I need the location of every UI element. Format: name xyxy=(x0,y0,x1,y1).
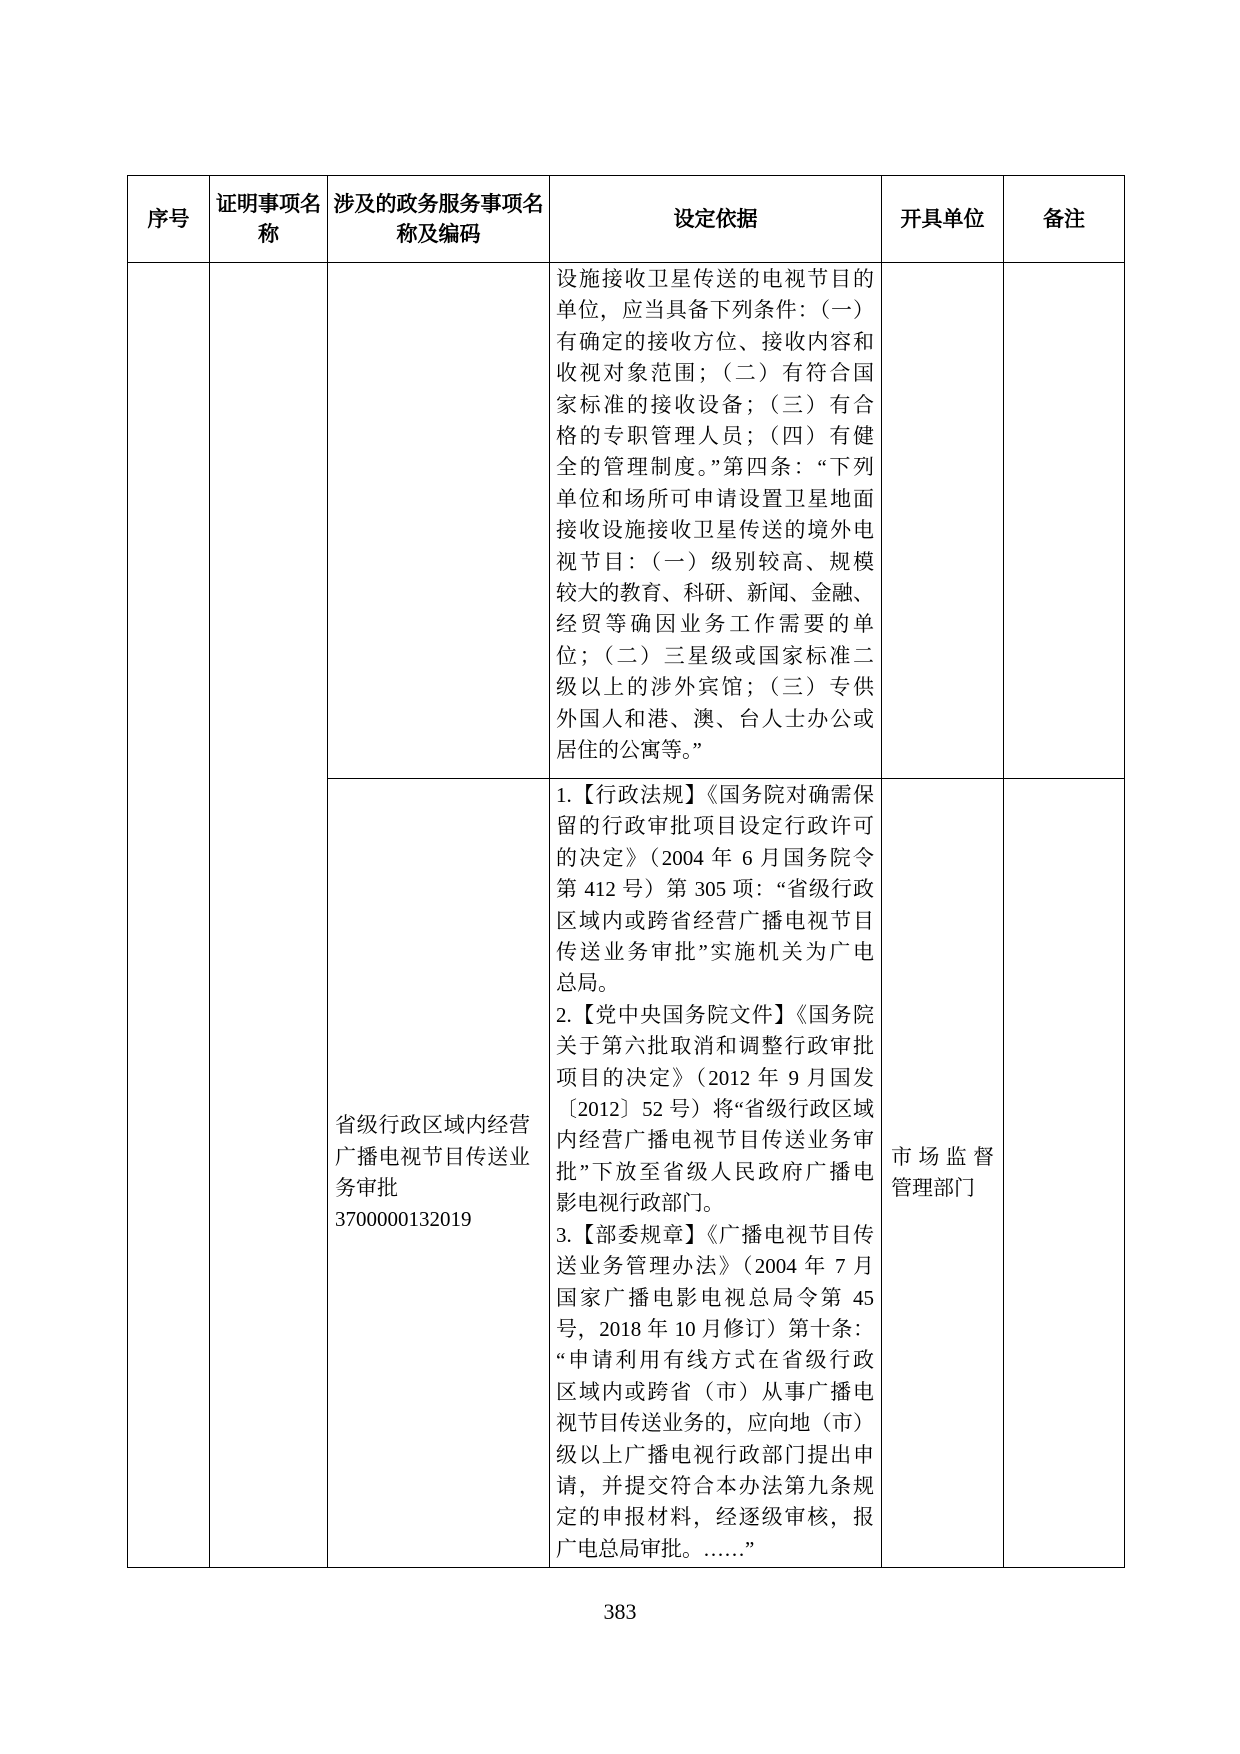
issuing-unit xyxy=(891,1142,994,1205)
table-row xyxy=(128,263,1125,779)
header-label xyxy=(550,204,881,234)
basis-line: 格的专职管理人员；（四）有健 xyxy=(556,424,874,449)
basis-line: 设施接收卫星传送的电视节目的 xyxy=(556,267,874,291)
header-label xyxy=(328,189,549,249)
page-number: 383 xyxy=(603,1599,637,1624)
basis-line: 区域内或跨省经营广播电视节目 xyxy=(556,908,874,933)
basis-line: 广电总局审批。……” xyxy=(556,1536,755,1561)
header-label-line: 设定依据 xyxy=(673,207,758,231)
header-label xyxy=(882,204,1003,234)
basis-line: 级以上广播电视行政部门提出申 xyxy=(556,1442,874,1467)
basis-line: 号，2018 年 10 月修订）第十条： xyxy=(556,1316,874,1341)
basis-line: 视节目：（一）级别较高、规模 xyxy=(556,549,874,574)
header-label-line: 证明事项名 xyxy=(216,192,321,216)
header-label xyxy=(1004,204,1124,234)
header-label-line: 称及编码 xyxy=(396,222,481,246)
issuing-unit-line: 市场监督 xyxy=(891,1144,994,1169)
basis-line: 经贸等确因业务工作需要的单 xyxy=(556,612,874,637)
basis-line: 项目的决定》（2012 年 9 月国发 xyxy=(556,1065,874,1090)
basis-line: “申请利用有线方式在省级行政 xyxy=(556,1348,874,1373)
basis-line: 区域内或跨省（市）从事广播电 xyxy=(556,1379,874,1404)
basis-line: 有确定的接收方位、接收内容和 xyxy=(556,329,874,354)
issuing-unit-line: 管理部门 xyxy=(891,1176,975,1200)
header-label-line: 序号 xyxy=(147,207,190,231)
cell-issuing-unit xyxy=(882,263,1004,779)
basis-line: 单位，应当具备下列条件：（一） xyxy=(556,298,874,323)
header-service-item xyxy=(328,176,550,263)
basis-line: 的决定》（2004 年 6 月国务院令 xyxy=(556,845,874,870)
basis-line: 〔2012〕52 号）将“省级行政区域 xyxy=(556,1097,874,1122)
cell-basis xyxy=(550,263,882,779)
basis-line: 送业务管理办法》（2004 年 7 月 xyxy=(556,1254,874,1279)
basis-text xyxy=(556,780,874,1565)
basis-line: 收视对象范围；（二）有符合国 xyxy=(556,361,874,386)
header-certificate-item xyxy=(210,176,328,263)
cell-issuing-unit xyxy=(882,779,1004,1568)
basis-line: 全的管理制度。”第四条：“下列 xyxy=(556,455,874,480)
basis-line: 位；（二）三星级或国家标准二 xyxy=(556,643,874,668)
basis-line: 批”下放至省级人民政府广播电 xyxy=(556,1159,874,1184)
basis-paragraph xyxy=(556,780,874,1000)
header-remarks xyxy=(1004,176,1125,263)
basis-line: 影电视行政部门。 xyxy=(556,1191,724,1216)
service-item-name xyxy=(335,1110,530,1204)
header-basis xyxy=(550,176,882,263)
basis-line: 第 412 号）第 305 项：“省级行政 xyxy=(556,877,874,902)
cell-seq xyxy=(128,263,210,1568)
service-item-name-line: 务审批 xyxy=(335,1176,398,1200)
service-item-code: 3700000132019 xyxy=(335,1207,472,1232)
basis-line: 传送业务审批”实施机关为广电 xyxy=(556,940,874,965)
basis-line: 1.【行政法规】《国务院对确需保 xyxy=(556,783,874,807)
cell-basis xyxy=(550,779,882,1568)
basis-paragraph xyxy=(556,1220,874,1565)
basis-line: 家标准的接收设备；（三）有合 xyxy=(556,392,874,417)
cell-certificate-item xyxy=(210,263,328,1568)
basis-line: 级以上的涉外宾馆；（三）专供 xyxy=(556,675,874,700)
basis-line: 内经营广播电视节目传送业务审 xyxy=(556,1128,874,1153)
basis-line: 视节目传送业务的，应向地（市） xyxy=(556,1411,874,1436)
basis-line: 总局。 xyxy=(556,971,619,996)
service-item-name-line: 广播电视节目传送业 xyxy=(335,1144,530,1169)
basis-line: 接收设施接收卫星传送的境外电 xyxy=(556,518,874,543)
basis-line: 单位和场所可申请设置卫星地面 xyxy=(556,486,874,511)
cell-remarks xyxy=(1004,263,1125,779)
basis-line: 请，并提交符合本办法第九条规 xyxy=(556,1473,874,1498)
basis-line: 2.【党中央国务院文件】《国务院 xyxy=(556,1002,874,1027)
header-issuing-unit xyxy=(882,176,1004,263)
basis-text xyxy=(556,264,874,767)
header-label-line: 备注 xyxy=(1043,207,1085,231)
basis-line: 留的行政审批项目设定行政许可 xyxy=(556,814,874,839)
header-label xyxy=(128,204,209,234)
cell-service-item xyxy=(328,263,550,779)
header-label xyxy=(210,189,327,249)
basis-paragraph xyxy=(556,1000,874,1220)
header-label-line: 开具单位 xyxy=(900,207,985,231)
basis-line: 外国人和港、澳、台人士办公或 xyxy=(556,706,874,731)
header-label-line: 涉及的政务服务事项名 xyxy=(333,192,544,216)
basis-line: 较大的教育、科研、新闻、金融、 xyxy=(556,581,874,606)
header-seq xyxy=(128,176,210,263)
proof-items-table xyxy=(127,175,1125,1568)
basis-line: 定的申报材料，经逐级审核，报 xyxy=(556,1505,874,1530)
basis-line: 关于第六批取消和调整行政审批 xyxy=(556,1034,874,1059)
header-label-line: 称 xyxy=(258,222,279,246)
cell-remarks xyxy=(1004,779,1125,1568)
table-header-row xyxy=(128,176,1125,263)
cell-service-item xyxy=(328,779,550,1568)
basis-line: 3.【部委规章】《广播电视节目传 xyxy=(556,1222,874,1247)
basis-paragraph xyxy=(556,264,874,767)
service-item-name-line: 省级行政区域内经营 xyxy=(335,1113,530,1138)
basis-line: 居住的公寓等。” xyxy=(556,738,702,763)
basis-line: 国家广播电影电视总局令第 45 xyxy=(556,1285,874,1310)
